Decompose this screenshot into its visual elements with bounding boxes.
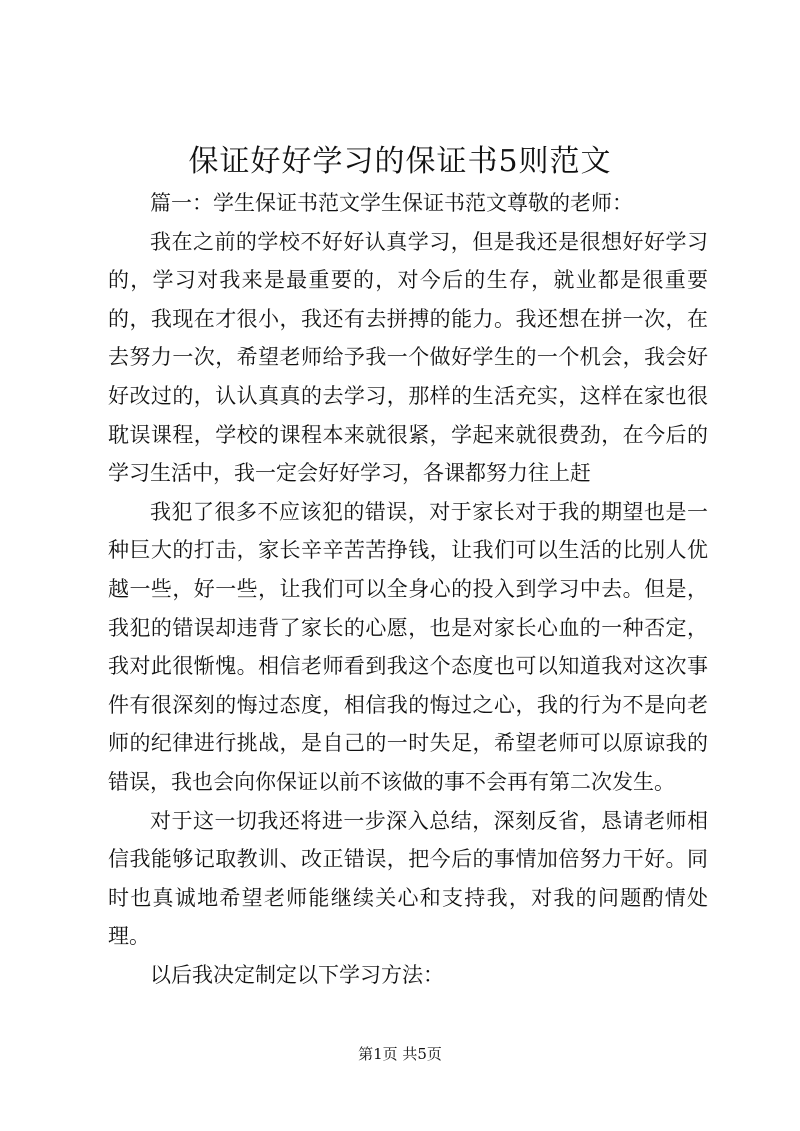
paragraph-study-promise: 我在之前的学校不好好认真学习，但是我还是很想好好学习的，学习对我来是最重要的，对今后的生存，就业都是很重要的，我现在才很小，我还有去拼搏的能力。我还想在拼一次，在去努力一次，希望老师给予我一个做好学生的一个机会，我会好好改过的，认认真真的去学习，那样的生活充实，这样在家也很耽误课程，学校的课程本来就很紧，学起来就很费劲，在今后的学习生活中，我一定会好好学习，各课都努力往上赶 <box>108 229 708 486</box>
paragraph-mistakes: 我犯了很多不应该犯的错误，对于家长对于我的期望也是一种巨大的打击，家长辛辛苦苦挣钱，让我们可以生活的比别人优越一些，好一些，让我们可以全身心的投入到学习中去。但是，我犯的错误却违背了家长的心愿，也是对家长心血的一种否定，我对此很惭愧。相信老师看到我这个态度也可以知道我对这次事件有很深刻的悔过态度，相信我的悔过之心，我的行为不是向老师的纪律进行挑战，是自己的一时失足，希望老师可以原谅我的错误，我也会向你保证以前不该做的事不会再有第二次发生。 <box>108 499 708 794</box>
paragraph-reflection: 对于这一切我还将进一步深入总结，深刻反省，恳请老师相信我能够记取教训、改正错误，把今后的事情加倍努力干好。同时也真诚地希望老师能继续关心和支持我，对我的问题酌情处理。 <box>108 808 708 949</box>
page-number: 第1页 共5页 <box>358 1045 442 1063</box>
document-body <box>108 184 708 994</box>
paragraph-intro: 篇一：学生保证书范文学生保证书范文尊敬的老师： <box>150 191 633 215</box>
paragraph-study-methods: 以后我决定制定以下学习方法： <box>150 962 444 987</box>
document-title: 保证好好学习的保证书5则范文 <box>188 144 612 179</box>
